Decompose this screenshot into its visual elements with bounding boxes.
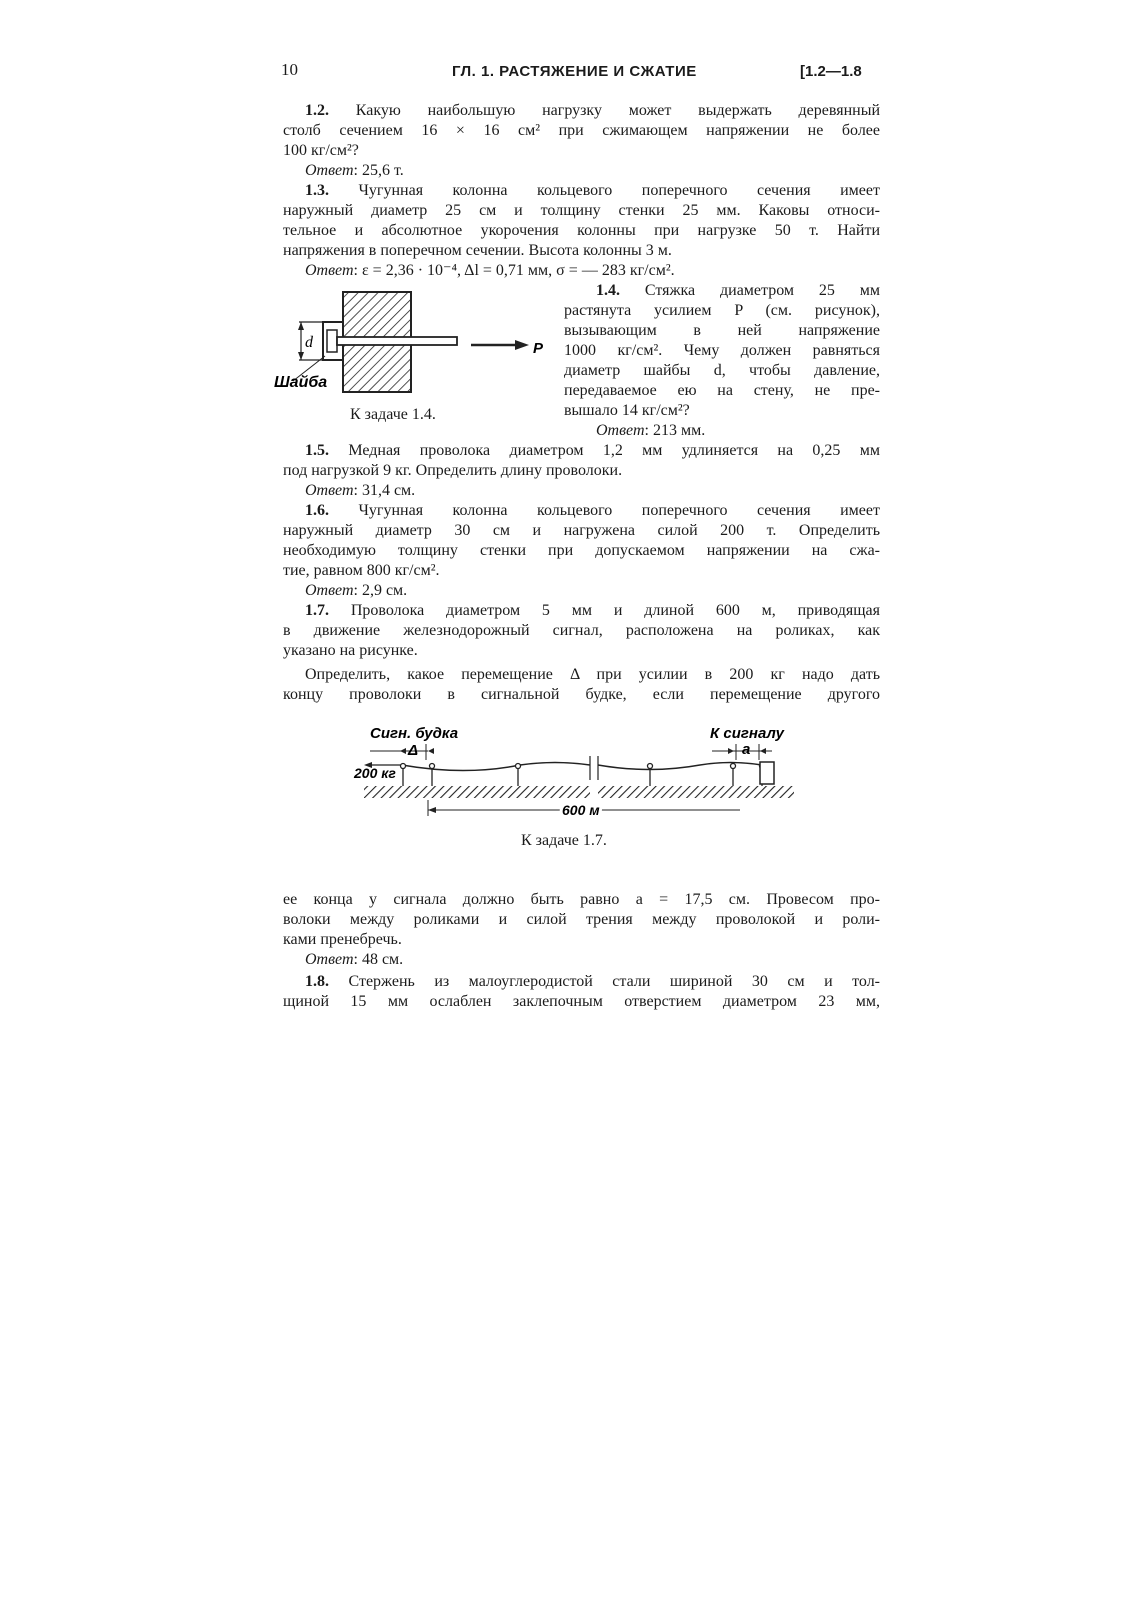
ground-left [364,786,590,798]
answer-1-7: Ответ: 48 см. [305,951,404,968]
problem-1-6-line4: тие, равном 800 кг/см². [283,562,440,579]
label-d: d [305,334,313,351]
answer-1-2: Ответ: 25,6 т. [305,162,404,179]
problem-1-7-line2: в движение железнодорожный сигнал, расположена на роликах, как [283,622,880,639]
ground-right [598,786,794,798]
problem-1-8-line1: 1.8. Стержень из малоуглеродистой стали шириной 30 см и тол- [305,973,881,990]
problem-1-7-para2-line2: концу проволоки в сигнальной будке, если перемещение другого [283,686,880,703]
problem-1-3-line2: наружный диаметр 25 см и толщину стенки 25 мм. Каковы относи- [283,202,880,219]
caption-1-7: К задаче 1.7. [521,832,607,849]
problem-1-2-line2: столб сечением 16 × 16 см² при сжимающем напряжении не более [283,122,880,139]
rod [337,337,457,345]
section-range: [1.2—1.8 [800,63,862,80]
figure-1-4 [274,288,553,398]
roller-posts [401,764,765,787]
label-washer: Шайба [274,374,328,391]
answer-1-3: Ответ: ε = 2,36 · 10⁻⁴, Δl = 0,71 мм, σ = — 283 кг/см². [305,262,675,279]
problem-1-5-line2: под нагрузкой 9 кг. Определить длину проволоки. [283,462,623,479]
problem-1-5-line1: 1.5. Медная проволока диаметром 1,2 мм удлиняется на 0,25 мм [305,442,880,459]
problem-1-7-para3-line1: ее конца у сигнала должно быть равно a = 17,5 см. Провесом про- [283,891,880,908]
nut [327,330,337,352]
problem-number: 1.2. [305,102,329,119]
problem-1-2-line3: 100 кг/см²? [283,142,359,159]
answer-1-4: Ответ: 213 мм. [596,422,706,439]
problem-1-7-para2-line1: Определить, какое перемещение Δ при усилии в 200 кг надо дать [305,666,880,683]
problem-1-7-para3-line2: волоки между роликами и силой трения между проволокой и роли- [283,911,880,928]
label-load: 200 кг [354,765,396,781]
problem-1-7-line3: указано на рисунке. [283,642,418,659]
problem-1-7-para3-line3: ками пренебречь. [283,931,402,948]
answer-1-6: Ответ: 2,9 см. [305,582,408,599]
problem-1-6-line3: необходимую толщину стенки при допускаемом напряжении на сжа- [283,542,880,559]
figure-1-7 [350,718,800,823]
running-head: ГЛ. 1. РАСТЯЖЕНИЕ И СЖАТИЕ [452,63,697,80]
problem-1-3-line4: напряжения в поперечном сечении. Высота колонны 3 м. [283,242,672,259]
wire-right [598,763,762,770]
page-number: 10 [281,60,298,79]
problem-1-3-line1: 1.3. Чугунная колонна кольцевого поперечного сечения имеет [305,182,881,199]
label-signal: К сигналу [710,725,784,742]
caption-1-4: К задаче 1.4. [350,406,436,423]
label-length: 600 м [562,802,600,818]
problem-1-6-line1: 1.6. Чугунная колонна кольцевого поперечного сечения имеет [305,502,881,519]
answer-1-5: Ответ: 31,4 см. [305,482,416,499]
problem-1-7-line1: 1.7. Проволока диаметром 5 мм и длиной 600 м, приводящая [305,602,880,619]
label-delta: Δ [408,742,419,759]
problem-1-8-line2: щиной 15 мм ослаблен заклепочным отверстием диаметром 23 мм, [283,993,880,1010]
label-p: P [533,340,544,357]
problem-1-6-line2: наружный диаметр 30 см и нагружена силой 200 т. Определить [283,522,880,539]
problem-1-3-line3: тельное и абсолютное укорочения колонны при нагрузке 50 т. Найти [283,222,880,239]
label-a: a [742,741,751,758]
label-booth: Сигн. будка [370,725,459,742]
signal-post [760,762,774,784]
problem-1-4-text: 1.4. Стяжка диаметром 25 мм растянута усилием P (см. рисунок), вызывающим в ней напряжение 1000 кг/см². Чему должен равняться диаметр шайбы d, чтобы давление, передаваемое ею на стену, не пре- вышало 14 кг/см²? Ответ: 213 мм. [564,282,881,439]
problem-1-2-line1: 1.2. Какую наибольшую нагрузку может выдержать деревянный [305,102,881,119]
